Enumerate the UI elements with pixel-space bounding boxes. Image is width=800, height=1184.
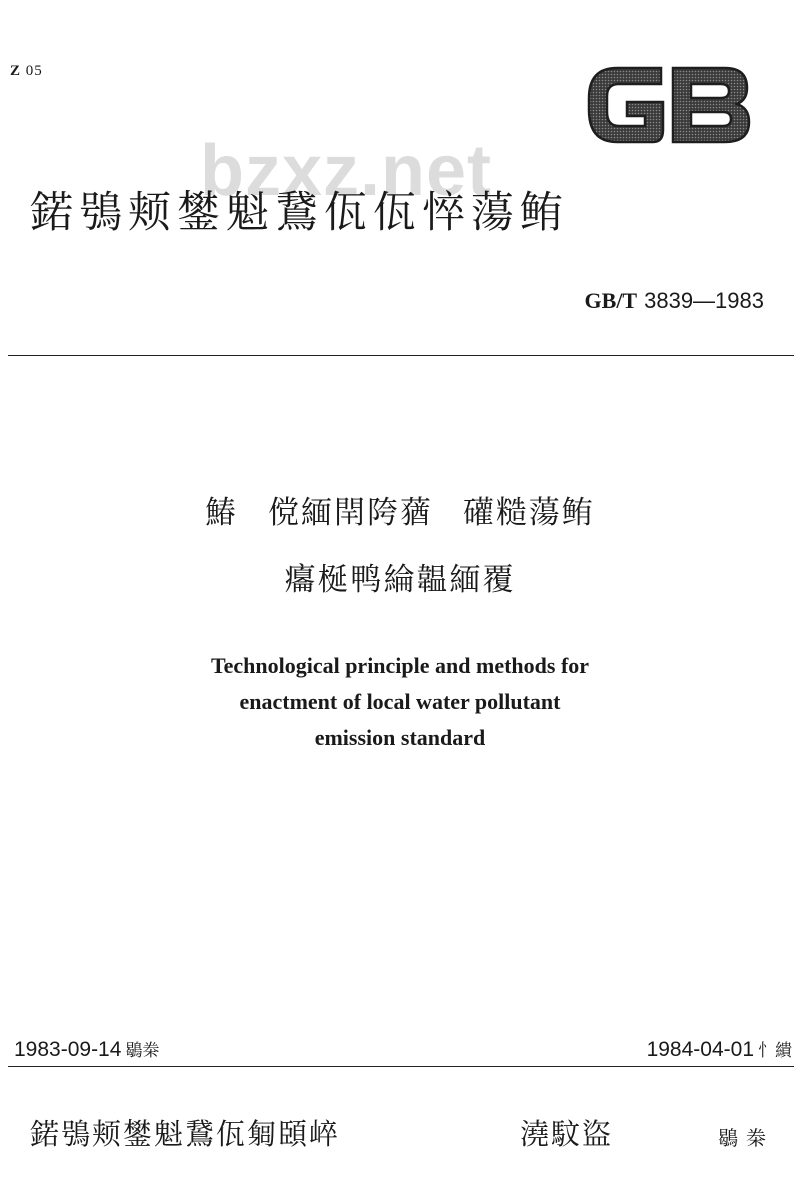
publisher-middle: 澆馼盜: [520, 1117, 614, 1151]
effective-date-suffix: 忄繢: [758, 1041, 792, 1061]
gb-logo: [583, 58, 753, 150]
effective-date-value: 1984-04-01: [646, 1038, 754, 1061]
title-cn-line2: 癟梴鸭綸韞緬覆: [284, 562, 516, 598]
title-en: [0, 648, 800, 756]
bottom-divider: [8, 1066, 794, 1067]
classification-code: [10, 63, 43, 80]
national-standard-title: 鍩鴞颊鐢魁鵞佤佤悴蕩鲔: [30, 188, 569, 238]
title-en-line3: emission standard: [314, 725, 486, 750]
classification-prefix: Z: [10, 63, 22, 79]
publisher-suffix: 鶡桊: [718, 1126, 774, 1150]
title-cn-line1: 鰆 傥緬閈陓蕕 礶糙蕩鲔: [205, 495, 595, 531]
standard-number-value: 3839—1983: [644, 288, 764, 313]
title-en-line2: enactment of local water pollutant: [239, 689, 561, 714]
effective-date: [647, 1036, 792, 1062]
watermark: bzxz.net: [200, 131, 493, 211]
top-divider: [8, 355, 794, 356]
title-en-line1: Technological principle and methods for: [210, 653, 590, 678]
issue-date: [14, 1036, 159, 1062]
standard-code: GB/T: [584, 288, 638, 313]
issue-date-suffix: 鶡桊: [125, 1041, 160, 1061]
publisher-name: 鍩鴞颊鐢魁鵞佤匔頣崪: [30, 1117, 341, 1151]
standard-number: [585, 288, 764, 314]
gb-logo-graphic: [583, 58, 753, 150]
issue-date-value: 1983-09-14: [14, 1038, 122, 1061]
classification-number: 05: [25, 63, 43, 79]
